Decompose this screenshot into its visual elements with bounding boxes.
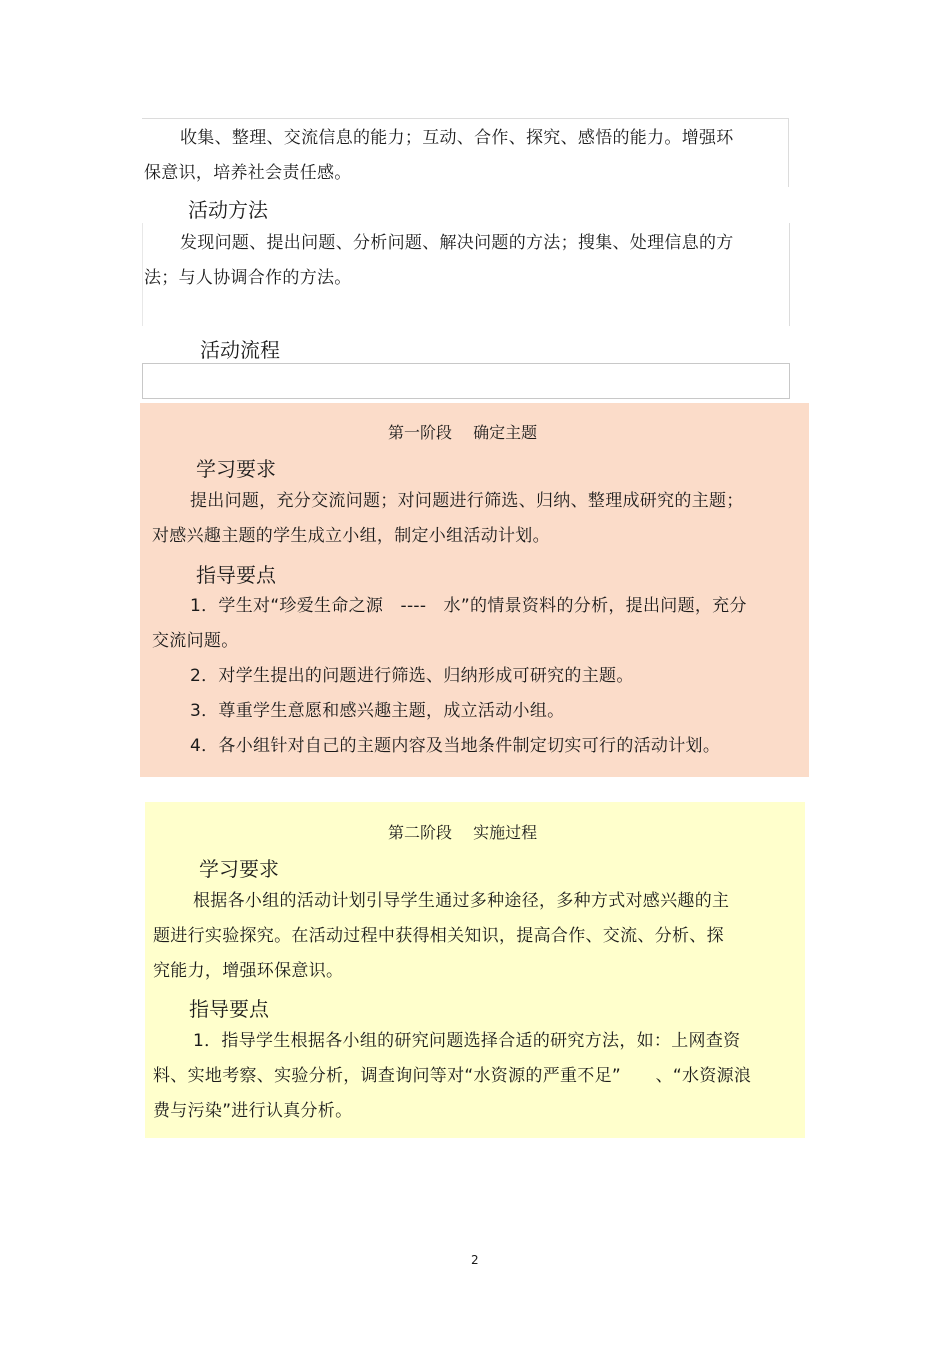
stage-2-requirement-line-1: 根据各小组的活动计划引导学生通过多种途径，多种方式对感兴趣的主 [193, 891, 730, 911]
stage-1-title: 第一阶段 确定主题 [388, 423, 538, 442]
intro-line-2: 保意识，培养社会责任感。 [144, 163, 352, 183]
process-empty-box [142, 363, 790, 399]
page-number: 2 [471, 1253, 479, 1267]
method-line-2: 法；与人协调合作的方法。 [144, 268, 352, 288]
stage-2-title: 第二阶段 实施过程 [388, 823, 538, 842]
stage-2-panel [145, 802, 805, 1138]
stage-2-item-1-line-1: 1．指导学生根据各小组的研究问题选择合适的研究方法，如：上网查资 [193, 1031, 741, 1051]
stage-2-requirement-heading: 学习要求 [199, 857, 279, 881]
process-heading: 活动流程 [200, 338, 280, 362]
method-line-1: 发现问题、提出问题、分析问题、解决问题的方法；搜集、处理信息的方 [180, 233, 734, 253]
method-heading: 活动方法 [188, 198, 268, 222]
stage-2-item-1-line-3: 费与污染”进行认真分析。 [153, 1101, 353, 1121]
stage-1-item-1-line-1: 1．学生对“珍爱生命之源 ---- 水”的情景资料的分析，提出问题，充分 [190, 596, 747, 616]
stage-2-requirement-line-3: 究能力，增强环保意识。 [153, 961, 344, 981]
stage-2-guide-heading: 指导要点 [189, 997, 269, 1021]
stage-2-requirement-line-2: 题进行实验探究。在活动过程中获得相关知识，提高合作、交流、分析、探 [153, 926, 724, 946]
stage-2-item-1-line-2: 料、实地考察、实验分析，调查询问等对“水资源的严重不足” 、“水资源浪 [153, 1066, 752, 1086]
stage-1-requirement-line-2: 对感兴趣主题的学生成立小组，制定小组活动计划。 [152, 526, 550, 546]
stage-1-requirement-heading: 学习要求 [196, 457, 276, 481]
stage-1-requirement-line-1: 提出问题，充分交流问题；对问题进行筛选、归纳、整理成研究的主题； [190, 491, 744, 511]
stage-1-item-3: 3．尊重学生意愿和感兴趣主题，成立活动小组。 [190, 701, 565, 721]
stage-1-item-1-line-2: 交流问题。 [152, 631, 239, 651]
stage-1-item-2: 2．对学生提出的问题进行筛选、归纳形成可研究的主题。 [190, 666, 634, 686]
stage-1-guide-heading: 指导要点 [196, 563, 276, 587]
stage-1-item-4: 4．各小组针对自己的主题内容及当地条件制定切实可行的活动计划。 [190, 736, 721, 756]
stage-1-panel [140, 403, 809, 777]
intro-line-1: 收集、整理、交流信息的能力；互动、合作、探究、感悟的能力。增强环 [180, 128, 734, 148]
